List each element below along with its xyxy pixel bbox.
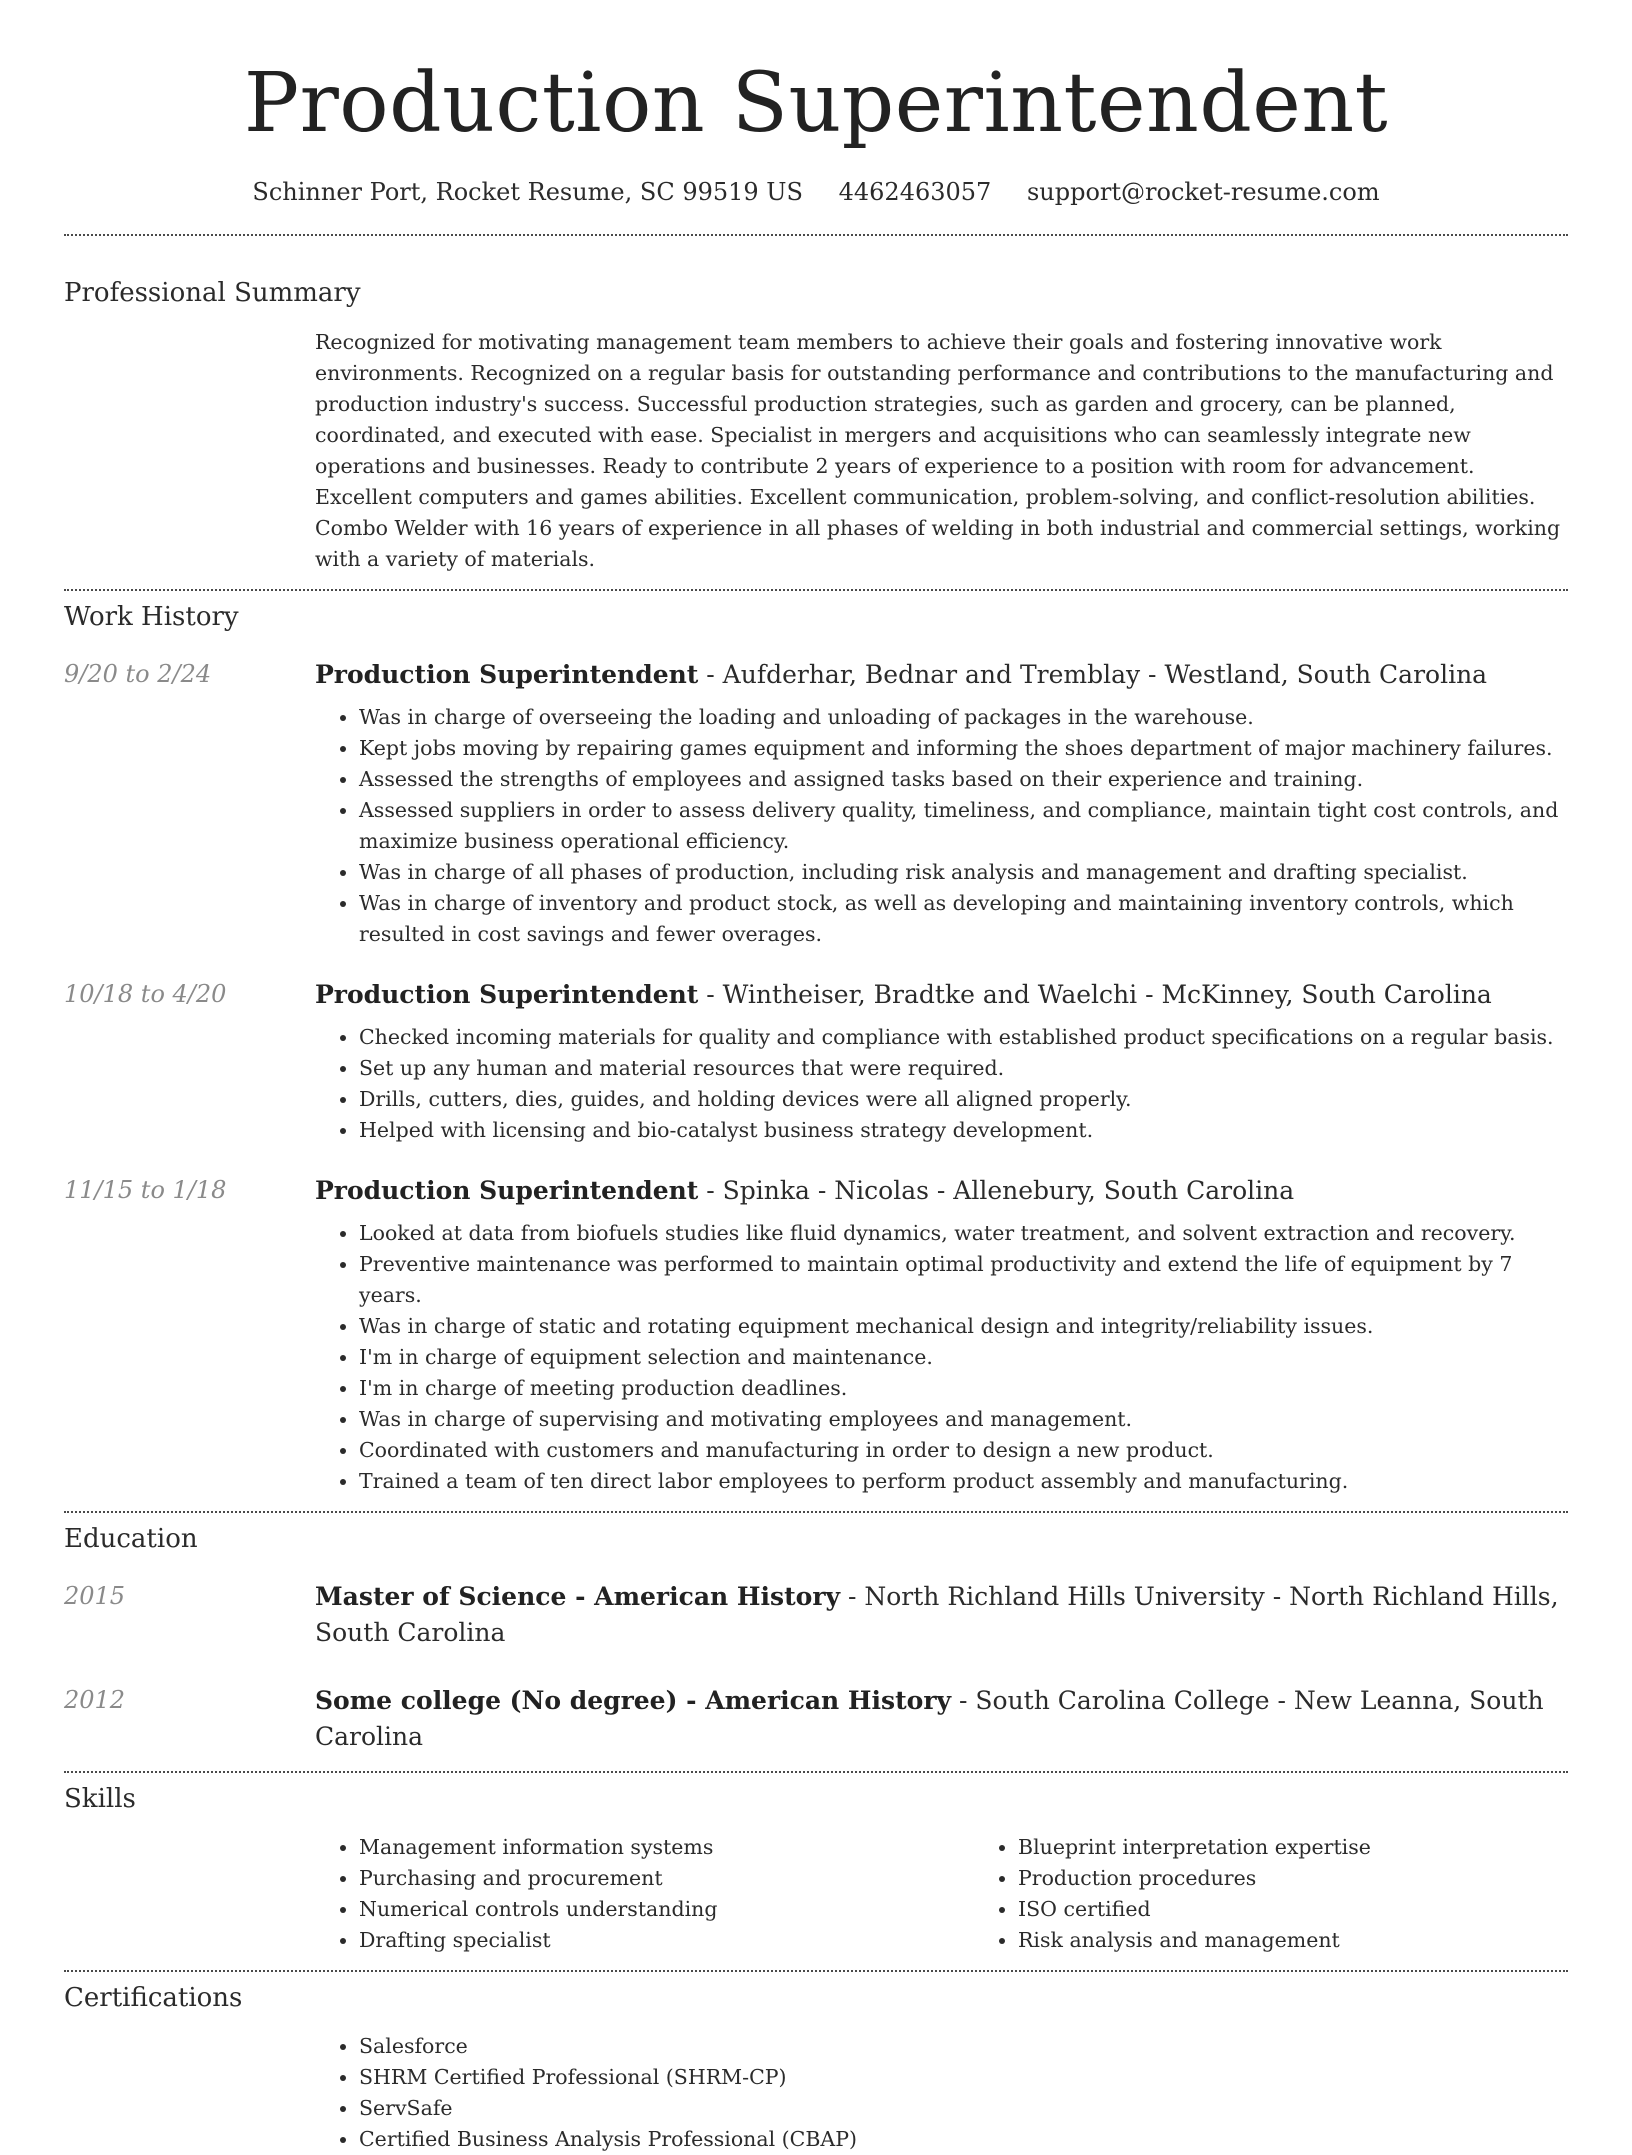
list-item: • Was in charge of inventory and product stock, as well as developing and maintaining inventory controls, which resulted in cost savings and fewer overages. (359, 888, 1568, 950)
education-degree: Master of Science - American History (315, 1582, 841, 1611)
list-item: • Checked incoming materials for quality and compliance with established product specifications on a regular basis. (359, 1022, 1568, 1053)
list-item: • Set up any human and material resources that were required. (359, 1053, 1568, 1084)
list-item: • Purchasing and procurement (359, 1863, 974, 1894)
job-bullets (315, 1022, 1568, 1146)
education-entry (64, 1683, 1568, 1755)
certifications-section (64, 1981, 1568, 2155)
list-item: • Looked at data from biofuels studies like fluid dynamics, water treatment, and solvent extraction and recovery. (359, 1218, 1568, 1249)
list-item: • Preventive maintenance was performed to maintain optimal productivity and extend the life of equipment by 7 years. (359, 1249, 1568, 1311)
list-item: • Was in charge of supervising and motivating employees and management. (359, 1404, 1568, 1435)
section-heading-skills: Skills (64, 1784, 136, 1814)
skills-list-left (315, 1832, 974, 1956)
contact-address: Schinner Port, Rocket Resume, SC 99519 US (252, 178, 803, 206)
list-item: • I'm in charge of meeting production deadlines. (359, 1373, 1568, 1404)
education-school: - North Richland Hills University - North Richland Hills, South Carolina (315, 1582, 1559, 1647)
list-item: • Assessed the strengths of employees and assigned tasks based on their experience and training. (359, 764, 1568, 795)
skills-section (64, 1782, 1568, 1956)
list-item: • Was in charge of all phases of production, including risk analysis and management and drafting specialist. (359, 857, 1568, 888)
job-title-line (315, 977, 1568, 1013)
list-item: • Trained a team of ten direct labor employees to perform product assembly and manufacturing. (359, 1466, 1568, 1497)
divider (64, 1511, 1568, 1513)
list-item: • Salesforce (359, 2031, 1568, 2062)
education-year: 2015 (64, 1582, 126, 1610)
summary-section (64, 276, 1568, 575)
list-item: • Production procedures (1018, 1863, 1632, 1894)
job-bullets (315, 1218, 1568, 1497)
education-year: 2012 (64, 1686, 126, 1714)
skills-columns (315, 1832, 1632, 1956)
resume-page (64, 0, 1568, 2155)
section-heading-education: Education (64, 1524, 198, 1554)
contact-phone: 4462463057 (838, 178, 992, 206)
contact-line (64, 176, 1568, 208)
job-employer: - Wintheiser, Bradtke and Waelchi - McKinney, South Carolina (698, 980, 1492, 1009)
list-item: • Risk analysis and management (1018, 1925, 1632, 1956)
list-item: • SHRM Certified Professional (SHRM-CP) (359, 2062, 1568, 2093)
list-item: • Coordinated with customers and manufacturing in order to design a new product. (359, 1435, 1568, 1466)
job-entry (64, 1173, 1568, 1497)
section-heading-work: Work History (64, 602, 239, 632)
list-item: • Kept jobs moving by repairing games equipment and informing the shoes department of major machinery failures. (359, 733, 1568, 764)
work-section (64, 600, 1568, 1497)
list-item: • Blueprint interpretation expertise (1018, 1832, 1632, 1863)
list-item: • Helped with licensing and bio-catalyst business strategy development. (359, 1115, 1568, 1146)
job-dates: 10/18 to 4/20 (64, 980, 227, 1008)
divider (64, 1970, 1568, 1972)
list-item: • Was in charge of overseeing the loading and unloading of packages in the warehouse. (359, 702, 1568, 733)
list-item: • ISO certified (1018, 1894, 1632, 1925)
certifications-list (315, 2031, 1568, 2155)
list-item: • Drills, cutters, dies, guides, and holding devices were all aligned properly. (359, 1084, 1568, 1115)
job-employer: - Aufderhar, Bednar and Tremblay - Westland, South Carolina (698, 660, 1488, 689)
list-item: • Drafting specialist (359, 1925, 974, 1956)
divider (64, 589, 1568, 591)
education-section (64, 1522, 1568, 1755)
job-bullets (315, 702, 1568, 950)
summary-text: Recognized for motivating management team members to achieve their goals and fostering innovative work environments. Recognized on a regular basis for outstanding performance and contributions to the manufacturing and production industry's success. Successful production strategies, such as garden and grocery, can be planned, coordinated, and executed with ease. Specialist in mergers and acquisitions who can seamlessly integrate new operations and businesses. Ready to contribute 2 years of experience to a position with room for advancement. Excellent computers and games abilities. Excellent communication, problem-solving, and conflict-resolution abilities. Combo Welder with 16 years of experience in all phases of welding in both industrial and commercial settings, working with a variety of materials. (315, 330, 1561, 571)
education-line (315, 1683, 1568, 1755)
job-dates: 11/15 to 1/18 (64, 1176, 227, 1204)
job-employer: - Spinka - Nicolas - Allenebury, South Carolina (698, 1176, 1295, 1205)
job-title: Production Superintendent (315, 660, 699, 689)
job-title: Production Superintendent (315, 1176, 699, 1205)
list-item: • Management information systems (359, 1832, 974, 1863)
list-item: • Numerical controls understanding (359, 1894, 974, 1925)
job-title-line (315, 657, 1568, 693)
job-title: Production Superintendent (315, 980, 699, 1009)
list-item: • Was in charge of static and rotating equipment mechanical design and integrity/reliability issues. (359, 1311, 1568, 1342)
education-school: - South Carolina College - New Leanna, South Carolina (315, 1686, 1544, 1751)
resume-name: Production Superintendent (243, 56, 1389, 151)
list-item: • Certified Business Analysis Professional (CBAP) (359, 2124, 1568, 2155)
job-dates: 9/20 to 2/24 (64, 660, 212, 688)
education-entry (64, 1579, 1568, 1651)
job-entry (64, 977, 1568, 1146)
list-item: • ServSafe (359, 2093, 1568, 2124)
job-entry (64, 657, 1568, 950)
divider (64, 234, 1568, 236)
section-heading-certifications: Certifications (64, 1983, 243, 2013)
skills-list-right (974, 1832, 1632, 1956)
education-line (315, 1579, 1568, 1651)
job-title-line (315, 1173, 1568, 1209)
education-degree: Some college (No degree) - American History (315, 1686, 952, 1715)
section-heading-summary: Professional Summary (64, 278, 361, 308)
list-item: • I'm in charge of equipment selection and maintenance. (359, 1342, 1568, 1373)
divider (64, 1771, 1568, 1773)
list-item: • Assessed suppliers in order to assess delivery quality, timeliness, and compliance, maintain tight cost controls, and maximize business operational efficiency. (359, 795, 1568, 857)
contact-email: support@rocket-resume.com (1026, 178, 1380, 206)
